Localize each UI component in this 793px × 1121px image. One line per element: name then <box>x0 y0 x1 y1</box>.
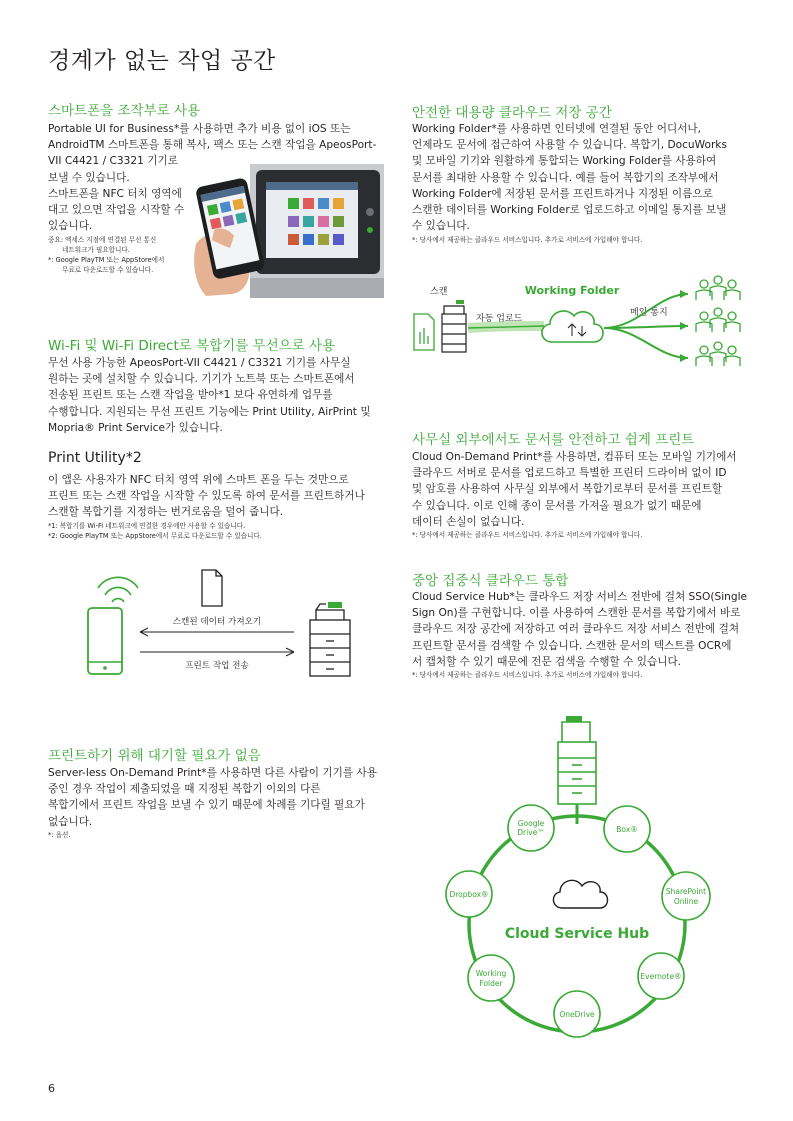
text-line: Server-less On-Demand Print*를 사용하면 다른 사람이 기기를 사용 <box>48 767 377 779</box>
hub-node-dropbox <box>446 871 492 917</box>
hub-node-working-folder <box>468 955 514 1001</box>
printer-icon <box>310 602 350 676</box>
text-line: Cloud On-Demand Print*를 사용하면, 컴퓨터 또는 모바일 기기에서 <box>412 451 737 463</box>
text-line: 보낼 수 있습니다. <box>48 171 130 184</box>
note-line: 중요: 액세스 지점에 연결된 무선 통신 <box>48 236 157 244</box>
people-group-icon <box>696 342 740 366</box>
text-line: Cloud Service Hub*는 클라우드 저장 서비스 전반에 걸쳐 SSO(Single <box>412 591 748 603</box>
text-line: AndroidTM 스마트폰을 통해 복사, 팩스 또는 스캔 작업을 ApeosPort- <box>48 139 377 152</box>
document-icon <box>202 570 222 606</box>
working-folder-diagram <box>408 270 752 380</box>
section-heading-cloud-print: 사무실 외부에서도 문서를 안전하고 쉽게 프린트 <box>412 432 695 448</box>
text-line: 스캔한 데이터를 Working Folder로 업로드하고 이메일 통지를 보낼 <box>412 204 727 217</box>
section-heading-cloud-hub: 중앙 집중식 클라우드 통합 <box>412 573 569 589</box>
section-heading-no-wait: 프린트하기 위해 대기할 필요가 없음 <box>48 748 261 764</box>
section-heading-wifi: Wi-Fi 및 Wi-Fi Direct로 복합기를 무선으로 사용 <box>48 338 336 354</box>
diagram-label-send-print: 프린트 작업 전송 <box>185 661 249 671</box>
text-line: Sign On)를 구현합니다. 이를 사용하여 스캔한 문서를 복합기에서 바로 <box>412 607 741 620</box>
hub-title: Cloud Service Hub <box>504 926 650 942</box>
section-body-cloud-print <box>412 449 752 530</box>
cloud-service-hub-diagram <box>440 712 720 1044</box>
svg-text:Online: Online <box>673 897 699 906</box>
text-line: 클라우드 저장 공간에 저장하고 여러 클라우드 저장 서비스 전반에 걸쳐 <box>412 623 740 636</box>
hub-node-onedrive <box>554 991 600 1037</box>
section-body-no-wait <box>48 765 388 830</box>
section-heading-cloud-storage: 안전한 대용량 클라우드 저장 공간 <box>412 105 612 121</box>
note-line: *2: Google PlayTM 또는 AppStore에서 무료로 다운로드할 수 있습니다. <box>48 532 262 540</box>
document-icon <box>414 314 434 350</box>
section-body-cloud-hub <box>412 589 752 670</box>
note-line: *1: 복합기를 Wi-Fi 네트워크에 연결한 경우에만 사용할 수 있습니다. <box>48 522 246 530</box>
hub-node-google-drive <box>508 805 554 851</box>
svg-text:Box®: Box® <box>616 825 638 834</box>
page-title: 경계가 없는 작업 공간 <box>48 48 276 74</box>
text-line: VII C4421 / C3321 기기로 <box>48 155 178 168</box>
text-line: 대고 있으면 작업을 시작할 수 <box>48 204 185 217</box>
text-line: 데이터 손실이 없습니다. <box>412 515 525 528</box>
smartphone-control-panel-photo <box>190 164 384 298</box>
hub-node-box <box>604 806 650 852</box>
section-notes-cloud-print <box>412 530 752 540</box>
text-line: Working Folder*를 사용하면 인터넷에 연결된 동안 어디서나, <box>412 123 702 135</box>
svg-text:Drive™: Drive™ <box>517 828 545 837</box>
diagram-label-auto-upload: 자동 업로드 <box>476 314 523 324</box>
text-line: 스캔할 복합기를 지정하는 번거로움을 덜어 줍니다. <box>48 506 284 519</box>
note-line: *: 당사에서 제공하는 클라우드 서비스입니다. 추가로 서비스에 가입해야 합니다. <box>412 236 643 244</box>
text-line: 없습니다. <box>48 815 93 828</box>
cloud-icon <box>553 880 607 908</box>
note-line: *: 옵션. <box>48 831 71 839</box>
text-line: 문서를 최대한 사용할 수 있습니다. 예를 들어 복합기의 조작부에서 <box>412 171 719 184</box>
hub-node-sharepoint-online <box>662 872 710 920</box>
text-line: 스마트폰을 NFC 터치 영역에 <box>48 187 182 200</box>
text-line: 수 있습니다. 이로 인해 종이 문서를 가져올 필요가 없기 때문에 <box>412 499 702 512</box>
note-line: 네트워크가 필요합니다. <box>62 246 130 254</box>
svg-text:Google: Google <box>517 819 545 828</box>
text-line: 전송된 프린트 또는 스캔 작업을 받아*1 보다 유연하게 업무를 <box>48 389 333 402</box>
smartphone-icon <box>88 608 122 674</box>
wifi-icon <box>98 577 138 602</box>
text-line: 클라우드 서버로 문서를 업로드하고 특별한 프린터 드라이버 없이 ID <box>412 467 727 480</box>
svg-text:Folder: Folder <box>479 979 503 988</box>
printer-icon <box>442 300 466 352</box>
section-notes-smartphone <box>48 235 208 275</box>
people-group-icon <box>696 276 740 300</box>
text-line: 복합기에서 프린트 작업을 보낼 수 있기 때문에 차례를 기다릴 필요가 <box>48 799 365 812</box>
text-line: Mopria® Print Service가 있습니다. <box>48 421 223 434</box>
section-body-print-utility <box>48 472 388 521</box>
note-line: 무료로 다운로드할 수 있습니다. <box>62 266 154 274</box>
text-line: 및 암호를 사용하여 사무실 외부에서 복합기로부터 문서를 프린트할 <box>412 483 723 496</box>
text-line: 원하는 곳에 설치할 수 있습니다. 기기가 노트북 또는 스마트폰에서 <box>48 373 355 386</box>
text-line: 중인 경우 작업이 제출되었을 때 지정된 복합기 이외의 다른 <box>48 783 321 796</box>
text-line: 수행합니다. 지원되는 무선 프린트 기능에는 Print Utility, AirPrint 및 <box>48 405 371 418</box>
text-line: 수 있습니다. <box>412 220 470 233</box>
note-line: *: Google PlayTM 또는 AppStore에서 <box>48 256 165 264</box>
diagram-label-scan: 스캔 <box>430 287 448 297</box>
page-number: 6 <box>48 1082 55 1095</box>
section-body-cloud-storage <box>412 121 752 234</box>
svg-text:SharePoint: SharePoint <box>665 887 707 896</box>
text-line: 있습니다. <box>48 220 93 233</box>
diagram-title-working-folder: Working Folder <box>524 284 620 297</box>
diagram-label-mail-notify: 메일 통지 <box>630 308 668 318</box>
text-line: Portable UI for Business*를 사용하면 추가 비용 없이 iOS 또는 <box>48 123 351 135</box>
diagram-label-get-scan: 스캔된 데이터 가져오기 <box>172 617 262 627</box>
svg-text:Dropbox®: Dropbox® <box>449 890 489 899</box>
text-line: 무선 사용 가능한 ApeosPort-VII C4421 / C3321 기기를 사무실 <box>48 357 351 369</box>
section-heading-print-utility: Print Utility*2 <box>48 450 142 466</box>
note-line: *: 당사에서 제공하는 클라우드 서비스입니다. 추가로 서비스에 가입해야 합니다. <box>412 531 643 539</box>
cloud-icon <box>542 311 603 342</box>
people-group-icon <box>696 308 740 332</box>
text-line: 및 모바일 기기와 원활하게 통합되는 Working Folder를 사용하여 <box>412 155 717 168</box>
wireless-print-diagram <box>80 562 370 684</box>
text-line: 프린트 또는 스캔 작업을 시작할 수 있도록 하여 문서를 프린트하거나 <box>48 490 365 503</box>
section-notes-cloud-hub <box>412 670 752 680</box>
section-notes-cloud-storage <box>412 235 752 245</box>
section-heading-smartphone: 스마트폰을 조작부로 사용 <box>48 103 201 119</box>
text-line: Working Folder에 저장된 문서를 프린트하거나 지정된 이름으로 <box>412 187 713 200</box>
svg-text:Working: Working <box>475 969 507 978</box>
section-notes-print-utility <box>48 521 388 541</box>
section-notes-no-wait <box>48 830 70 840</box>
svg-text:OneDrive: OneDrive <box>559 1010 595 1019</box>
text-line: 이 앱은 사용자가 NFC 터치 영역 위에 스마트 폰을 두는 것만으로 <box>48 474 349 486</box>
note-line: *: 당사에서 제공하는 클라우드 서비스입니다. 추가로 서비스에 가입해야 합니다. <box>412 671 643 679</box>
text-line: 서 캡처할 수 있기 때문에 전문 검색을 수행할 수 있습니다. <box>412 655 682 668</box>
hub-node-evernote <box>638 953 684 999</box>
section-body-wifi <box>48 355 388 436</box>
text-line: 프린트할 문서를 검색할 수 있습니다. 스캔한 문서의 텍스트를 OCR에 <box>412 639 732 652</box>
text-line: 언제라도 문서에 접근하여 사용할 수 있습니다. 복합기, DocuWorks <box>412 139 727 152</box>
svg-text:Evernote®: Evernote® <box>640 972 682 981</box>
printer-icon <box>558 716 596 804</box>
